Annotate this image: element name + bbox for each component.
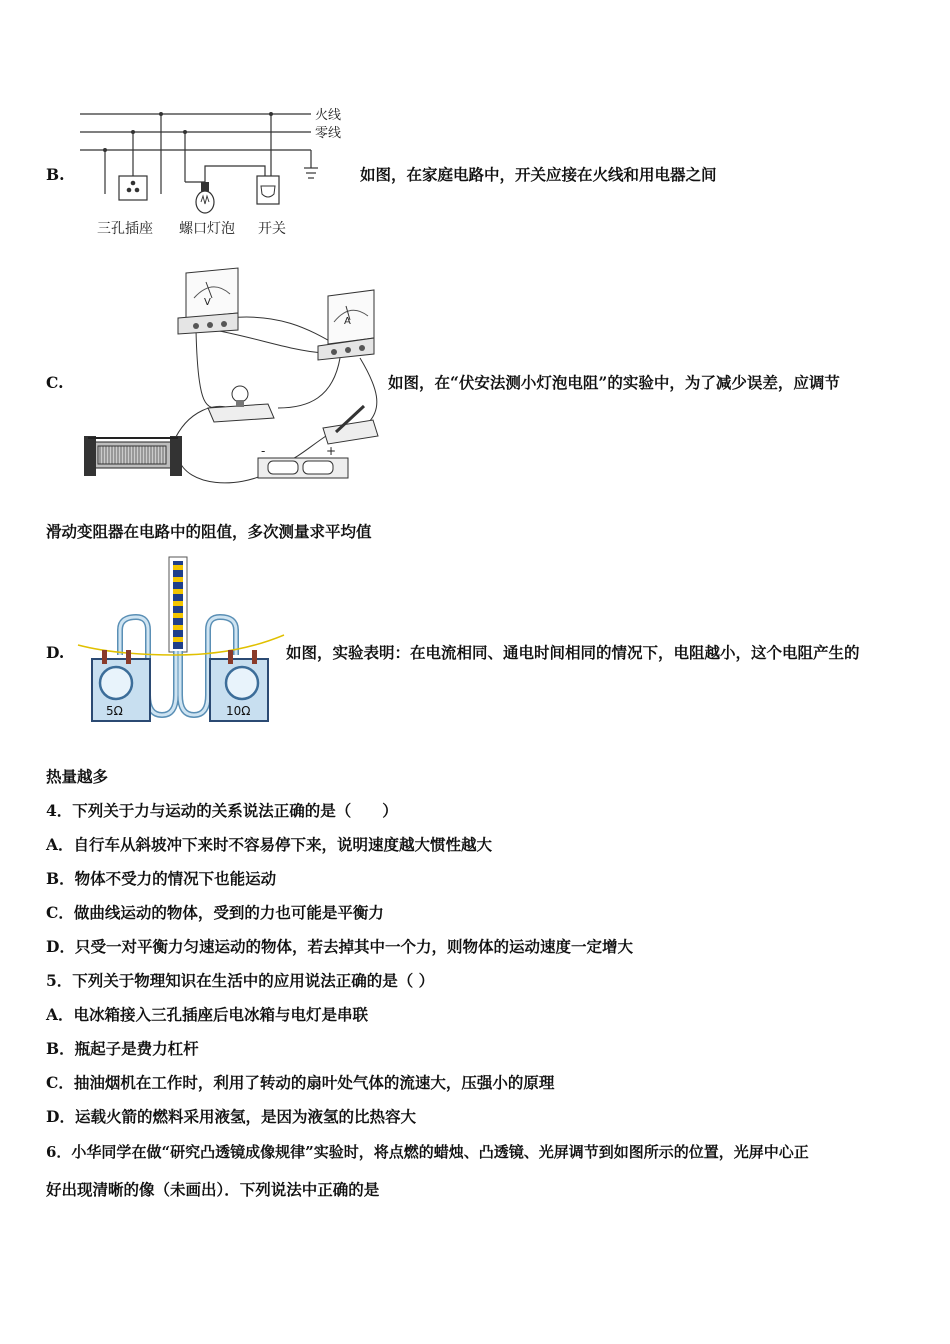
bulb-label: 螺口灯泡 bbox=[179, 221, 235, 237]
option-d-letter: D. bbox=[46, 643, 65, 662]
option-b-letter: B. bbox=[46, 165, 65, 184]
battery-minus: - bbox=[261, 444, 266, 458]
joule-heating-diagram bbox=[76, 555, 286, 727]
q4-option-b: B．物体不受力的情况下也能运动 bbox=[46, 869, 277, 888]
left-resistor-label: 5Ω bbox=[106, 704, 123, 718]
switch-icon bbox=[261, 186, 275, 197]
switch-label: 开关 bbox=[258, 221, 286, 237]
voltmeter-symbol: V bbox=[204, 297, 211, 308]
left-container bbox=[92, 650, 150, 721]
neutral-wire-label: 零线 bbox=[315, 126, 342, 141]
socket-label: 三孔插座 bbox=[97, 221, 153, 237]
household-circuit-diagram bbox=[75, 100, 360, 240]
knife-switch-icon bbox=[323, 406, 378, 444]
q5-option-b: B．瓶起子是费力杠杆 bbox=[46, 1039, 199, 1058]
ammeter-icon bbox=[318, 290, 374, 360]
option-c-letter: C. bbox=[46, 373, 64, 392]
option-b-text: 如图，在家庭电路中，开关应接在火线和用电器之间 bbox=[360, 165, 717, 184]
q5-stem: 5．下列关于物理知识在生活中的应用说法正确的是（ ） bbox=[46, 971, 435, 990]
q4-stem: 4．下列关于力与运动的关系说法正确的是（ ） bbox=[46, 801, 398, 820]
q4-option-c: C．做曲线运动的物体，受到的力也可能是平衡力 bbox=[46, 903, 384, 922]
live-wire-label: 火线 bbox=[315, 108, 342, 123]
q5-option-d: D．运载火箭的燃料采用液氢，是因为液氢的比热容大 bbox=[46, 1107, 416, 1126]
voltammetry-circuit-diagram bbox=[78, 258, 388, 488]
lamp-board-icon bbox=[208, 386, 274, 422]
option-d-text-line2: 热量越多 bbox=[46, 767, 109, 786]
battery-box-icon bbox=[258, 444, 348, 478]
q4-option-a: A．自行车从斜坡冲下来时不容易停下来，说明速度越大惯性越大 bbox=[46, 835, 493, 854]
rheostat-icon bbox=[84, 436, 182, 476]
battery-plus: + bbox=[326, 444, 337, 458]
option-c-text-line2: 滑动变阻器在电路中的阻值，多次测量求平均值 bbox=[46, 522, 372, 541]
option-c-text-line1: 如图，在“伏安法测小灯泡电阻”的实验中，为了减少误差，应调节 bbox=[388, 373, 840, 392]
tube-scale bbox=[173, 561, 183, 649]
right-resistor-label: 10Ω bbox=[226, 704, 251, 718]
right-container bbox=[210, 650, 268, 721]
q6-line2: 好出现清晰的像（未画出）．下列说法中正确的是 bbox=[46, 1180, 380, 1199]
q5-option-c: C．抽油烟机在工作时，利用了转动的扇叶处气体的流速大，压强小的原理 bbox=[46, 1073, 555, 1092]
option-d-text-line1: 如图，实验表明：在电流相同、通电时间相同的情况下，电阻越小，这个电阻产生的 bbox=[286, 643, 860, 662]
q6-line1: 6．小华同学在做“研究凸透镜成像规律”实验时，将点燃的蜡烛、凸透镜、光屏调节到如图所示的位置，光屏中心正 bbox=[46, 1143, 809, 1161]
q4-option-d: D．只受一对平衡力匀速运动的物体，若去掉其中一个力，则物体的运动速度一定增大 bbox=[46, 937, 633, 956]
ammeter-symbol: A bbox=[344, 316, 351, 327]
q5-option-a: A．电冰箱接入三孔插座后电冰箱与电灯是串联 bbox=[46, 1005, 369, 1024]
voltmeter-icon bbox=[178, 268, 238, 334]
screw-bulb-icon bbox=[196, 182, 214, 213]
